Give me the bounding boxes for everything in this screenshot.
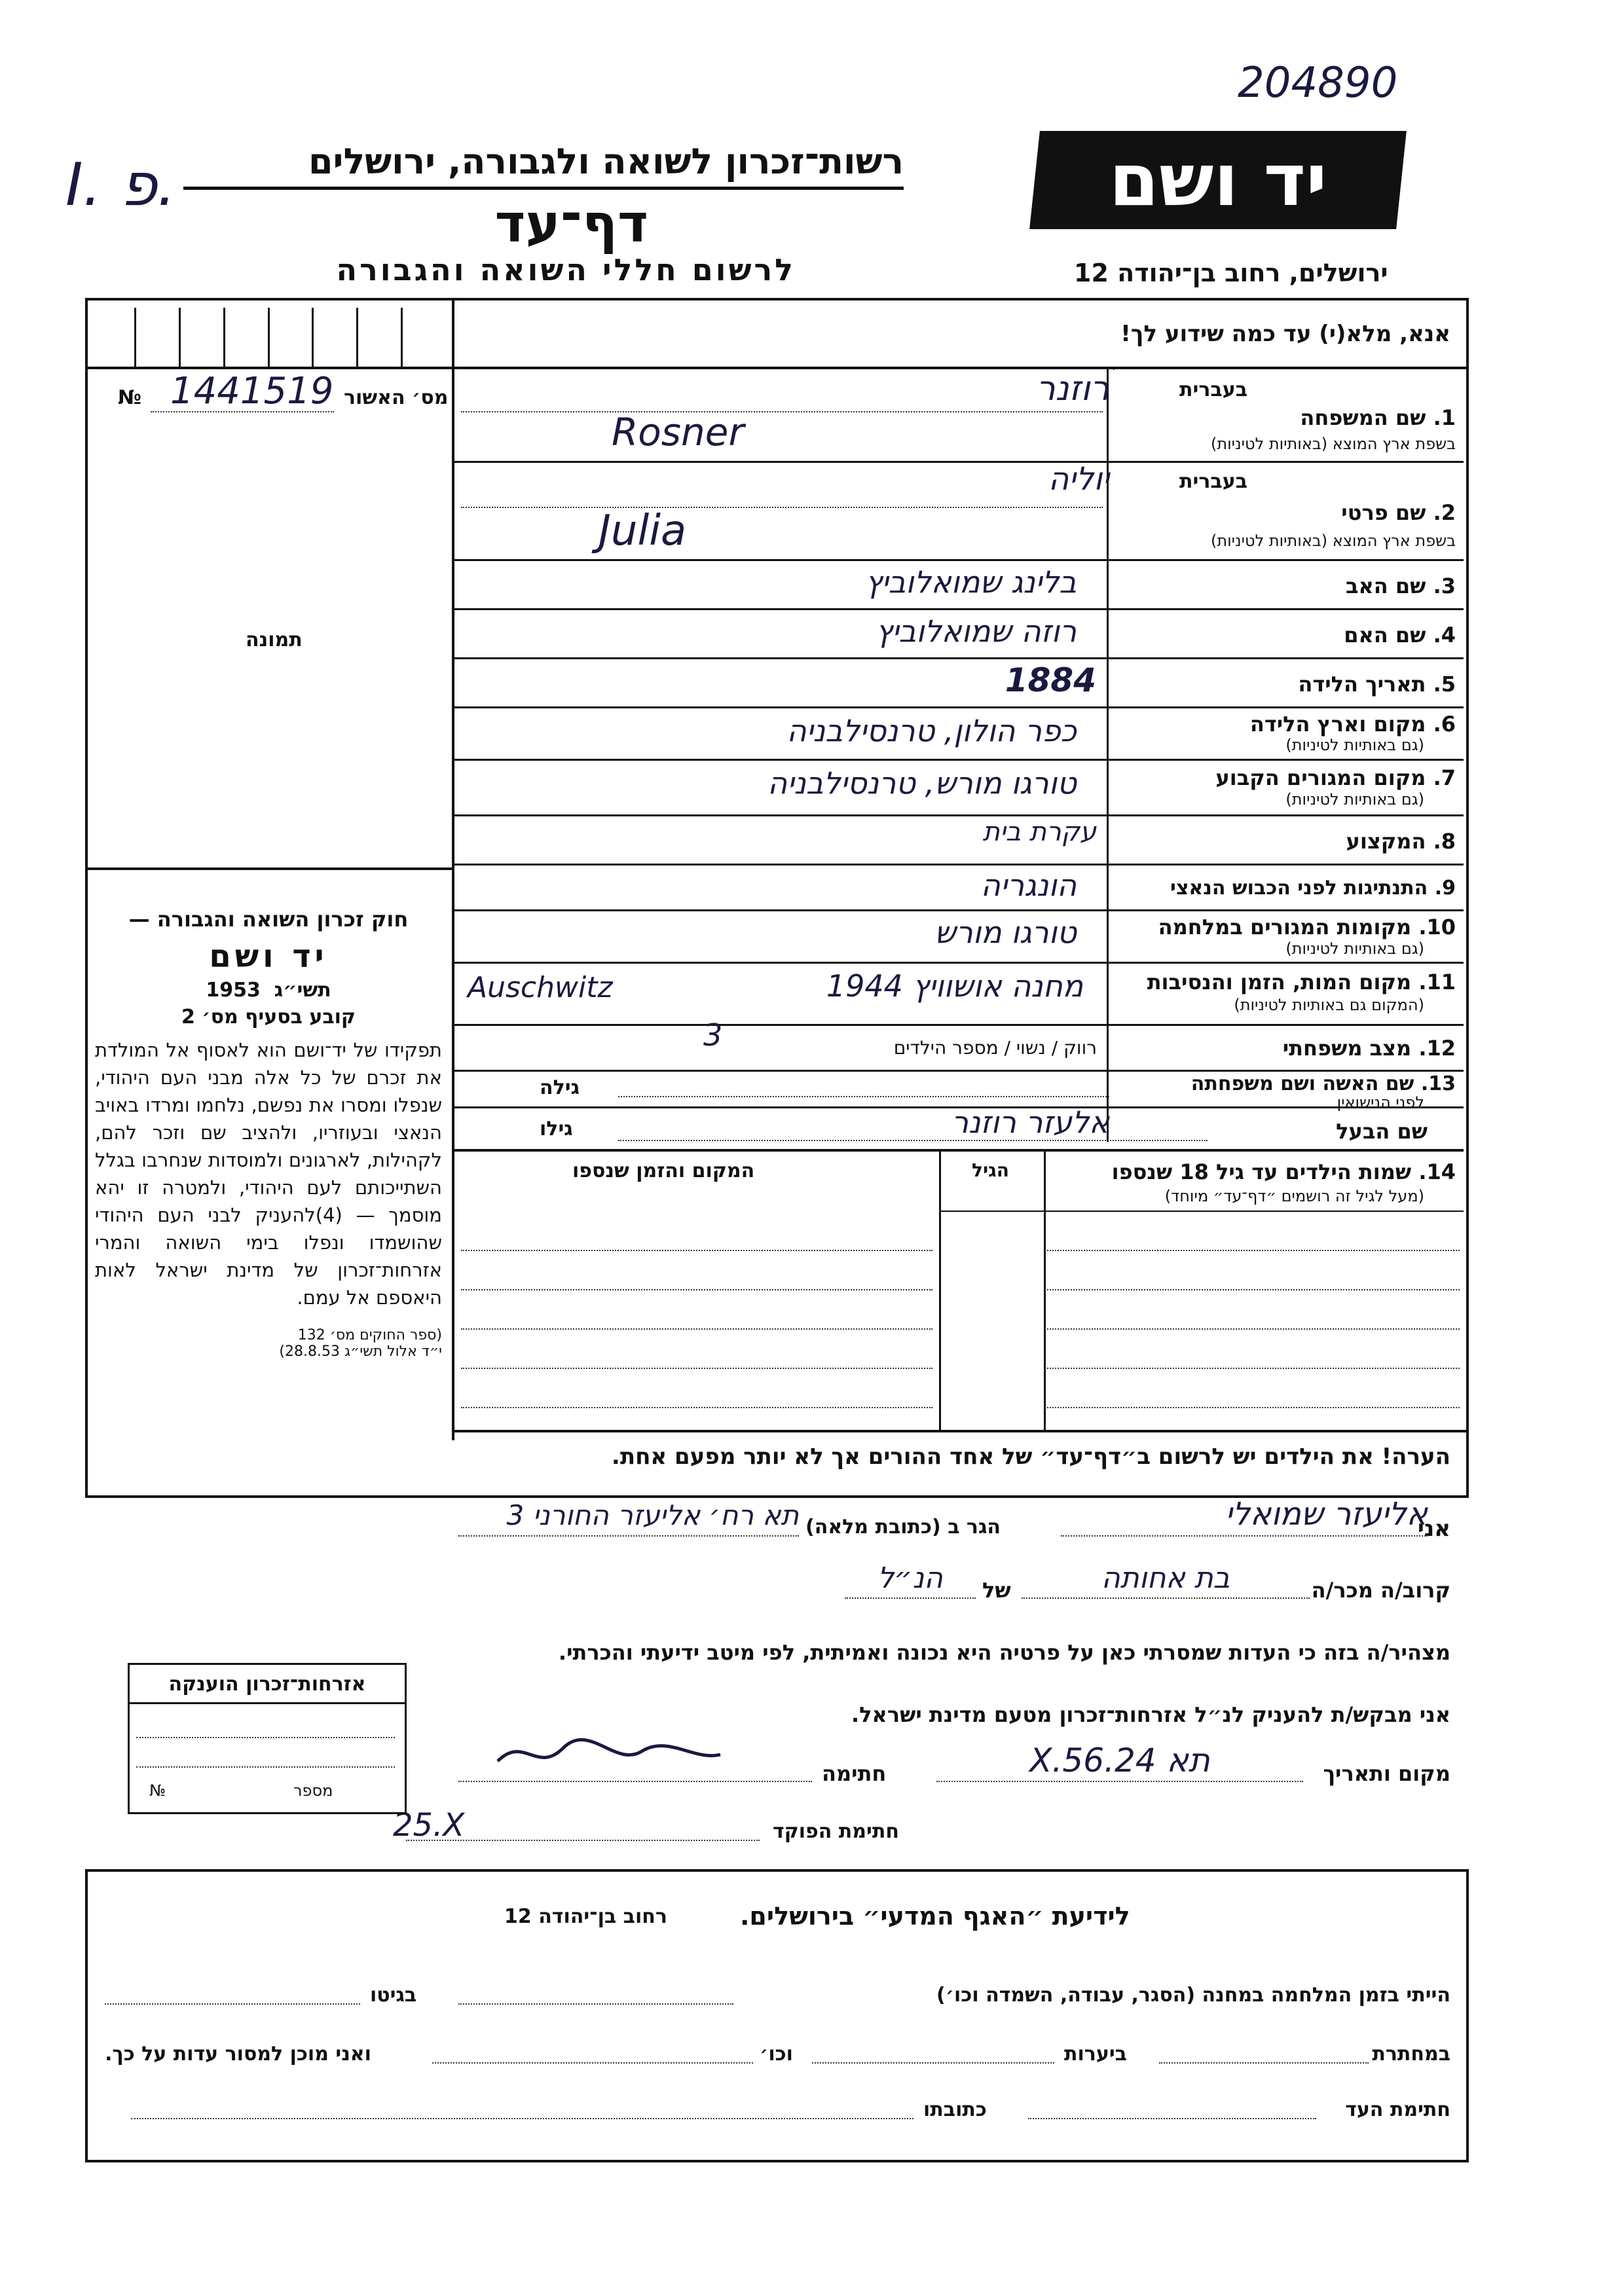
authority-title: רשות־זכרון לשואה ולגבורה, ירושלים (308, 141, 904, 182)
of-label: של (982, 1578, 1011, 1603)
footer-underground-label: במחתרת (1372, 2043, 1450, 2066)
footer-etc-label: וכו׳ (760, 2043, 793, 2066)
relation-label: קרוב/ה מכר/ה (1311, 1578, 1450, 1603)
footer-ghetto-label: בגיטו (370, 1984, 417, 2007)
form-title: דף־עד (494, 193, 648, 254)
first-name-latin: Julia (599, 507, 687, 555)
field-row-first-name: בעברית 2. שם פרטי בשפת ארץ המוצא (באותיות לטיניות) יוליה Julia (454, 461, 1464, 561)
signature-mark (485, 1722, 733, 1781)
declarant-name: אליעזר שמואלי (1225, 1496, 1428, 1533)
approval-label: מס׳ האשור (344, 386, 449, 409)
photo-label: תמונה (246, 629, 303, 651)
citizenship-box: אזרחות־זכרון הוענקה מספר № (128, 1663, 407, 1814)
clerk-signature-label: חתימת הפוקד (773, 1820, 899, 1843)
field-row-residence: 7. מקום המגורים הקבוע (גם באותיות לטיניות) טורגו מורש, טרנסילבניה (454, 759, 1464, 816)
approval-no-sign: № (118, 386, 142, 409)
footer-testify: ואני מוכן למסור עדות על כך. (105, 2043, 371, 2066)
footer-address-label: כתובתו (923, 2098, 987, 2121)
lives-at-label: הגר ב (כתובת מלאה) (805, 1516, 1001, 1539)
field-row-family-name: בעברית 1. שם המשפחה בשפת ארץ המוצא (באותיות לטיניות) רוזנר Rosner (454, 369, 1464, 463)
declarant-ani: אני (1417, 1516, 1450, 1542)
field-row-husband: שם הבעל גילו אלעזר רוזנר (454, 1106, 1464, 1151)
field-row-birth-date: 5. תאריך הלידה 1884 (454, 657, 1464, 708)
yad-vashem-logo: יד ושם (1029, 131, 1407, 229)
form-subtitle: לרשום חללי השואה והגבורה (336, 252, 796, 287)
field-row-profession: 8. המקצוע עקרת בית (454, 814, 1464, 866)
document-number: 204890 (1238, 59, 1398, 107)
field-row-father: 3. שם האב בלינג שמואלוביץ (454, 559, 1464, 610)
coding-boxes (92, 308, 445, 367)
request-text: אני מבקש/ת להעניק לנ״ל אזרחות־זכרון מטעם מדינת ישראל. (851, 1702, 1450, 1727)
footer-witness-signature: חתימת העד (1345, 2098, 1450, 2121)
footer-camp-label: הייתי בזמן המלחמה במחנה (הסגר, עבודה, השמדה וכו׳) (936, 1984, 1450, 2007)
signature-label: חתימה (822, 1761, 887, 1786)
family-name-latin: Rosner (612, 410, 745, 454)
relation-value: בת אחותה (1101, 1561, 1230, 1595)
footer-address: רחוב בן־יהודה 12 (504, 1905, 667, 1928)
field-row-mother: 4. שם האם רוזה שמואלוביץ (454, 608, 1464, 659)
of-value: הנ״ל (877, 1561, 943, 1595)
declarant-address: תא רח׳ אליעזר החורני 3 (506, 1499, 799, 1531)
field-row-wife: 13. שם האשה ושם משפחתה לפני הנישואין גילה (540, 1072, 1456, 1112)
note: הערה! את הילדים יש לרשום ב״דף־עד״ של אחד ההורים אך לא יותר מפעם אחת. (611, 1444, 1450, 1470)
children-table: 14. שמות הילדים עד גיל 18 שנספו (מעל לגיל זה רושמים ״דף־עד״ מיוחד) הגיל המקום והזמן שנספו (454, 1152, 1464, 1430)
declaration-text: מצהיר/ה בזה כי העדות שמסרתי כאן על פרטיה היא נכונה ואמיתית, לפי מיטב ידיעתי והכרתי. (558, 1640, 1450, 1665)
margin-note: I. פ. (65, 151, 176, 219)
field-row-marital: 12. מצב משפחתי רווק / נשוי / מספר הילדים 3 (454, 1024, 1464, 1072)
address: ירושלים, רחוב בן־יהודה 12 (1074, 259, 1388, 287)
field-row-nationality: 9. התנתיגות לפני הכבוש הנאצי הונגריה (454, 864, 1464, 911)
footer-forests-label: ביערות (1064, 2043, 1127, 2066)
first-name-hebrew: יוליה (1048, 461, 1109, 498)
law-block: חוק זכרון השואה והגבורה — יד ושם תשי״ג 1953 קובע בסעיף מס׳ 2 תפקידו של יד־ושם הוא לאסוף אל המולדת את זכרם של כל אלה מבני העם היהודי, שנפלו ומסרו את נפשם, נלחמו ומרדו באויב הנאצי ובעוזריו, ולהציב שם וזכר להם, לקהילות, לארגונים ולמוסדות שנחרבו בגלל השתייכותם לעם היהודי, ולמטרה זו יהא מוסמך — (4)להעניק לבני העם היהודי שהושמדו ונפלו בימי השואה והמרי אזרחות־זכרון של מדינת ישראל לאות היאספם אל עמם. (ספר החוקים מס׳ 132 י״ד אלול תשי״ג 28.8.53) (95, 907, 442, 1360)
footer-title: לידיעת ״האגף המדעי״ בירושלים. (740, 1902, 1130, 1931)
field-row-war-residence: 10. מקומות המגורים במלחמה (גם באותיות לטיניות) טורגו מורש (454, 909, 1464, 964)
field-row-birth-place: 6. מקום וארץ הלידה (גם באותיות לטיניות) כפר הולון, טרנסילבניה (454, 706, 1464, 761)
family-name-hebrew: רוזנר (1036, 369, 1109, 409)
clerk-signature-value: 25.X (393, 1807, 465, 1844)
place-date-value: תא 24.X.56 (1029, 1741, 1210, 1779)
field-row-death: 11. מקום המות, הזמן והנסיבות (המקום גם באותיות לטיניות) מחנה אושוויץ 1944 Auschwitz (454, 962, 1464, 1026)
approval-number: 1441519 (170, 370, 334, 412)
place-date-label: מקום ותאריך (1323, 1761, 1450, 1786)
instruction: אנא, מלא(י) עד כמה שידוע לך! (1120, 321, 1450, 347)
fields-table (454, 369, 1464, 1142)
